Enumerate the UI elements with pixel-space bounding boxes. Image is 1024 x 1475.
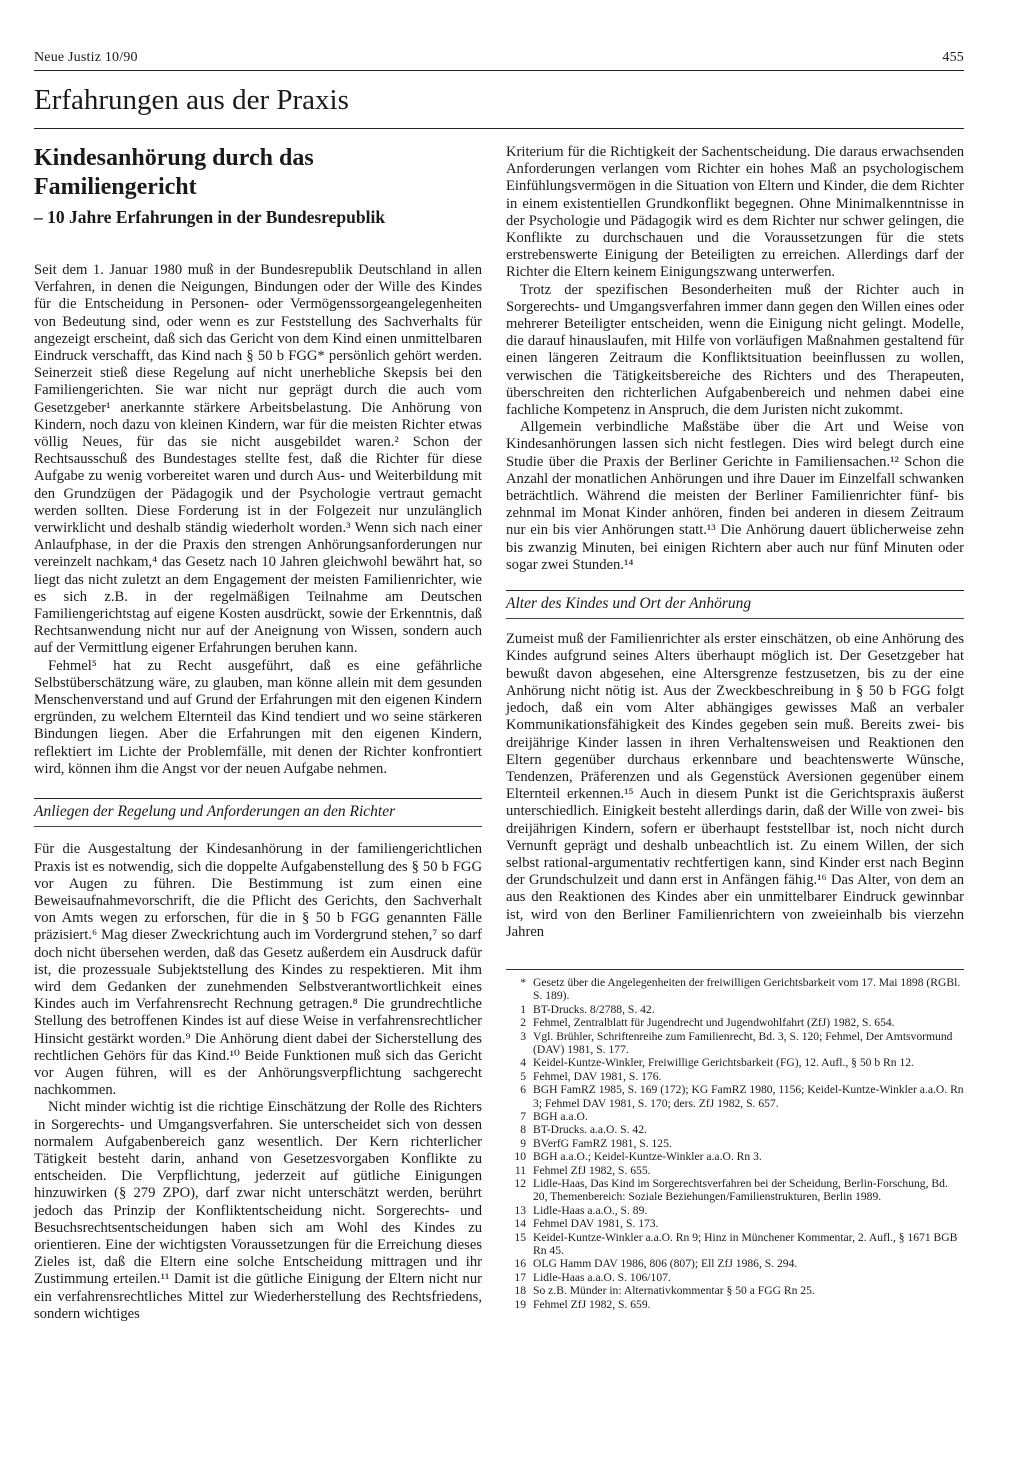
footnotes xyxy=(506,969,964,1311)
running-header xyxy=(34,50,964,70)
paragraph: Nicht minder wichtig ist die richtige Einschätzung der Rolle des Richters in Sorgerechts- und Umgangsverfahren. Sie unterscheidet sich von dessen normalem Aufgabenbereich ganz wesentlich. Der Kern richterlicher Tätigkeit besteht darin, anhand von Gesetzesvorgaben Konflikte zu entscheiden. Die Verpflichtung, jederzeit auf gütliche Einigungen hinzuwirken (§ 279 ZPO), darf zwar nicht unterschätzt werden, berührt jedoch das Prinzip der Konfliktentscheidung nicht. Sorgerechts- und Besuchsrechtsentscheidungen haben sich am Wohl des Kindes zu orientieren. Eine der wichtigsten Voraussetzungen für die Erreichung dieses Zieles ist, daß die Eltern eine solche Entscheidung mittragen und ihr Zustimmung erteilen.¹¹ Damit ist die gütliche Einigung der Eltern nicht nur ein verfahrensrechtliches Mittel zur Wiederherstellung des Rechtsfriedens, sondern wichtiges xyxy=(34,1099,482,1322)
paragraph: Seit dem 1. Januar 1980 muß in der Bundesrepublik Deutschland in allen Verfahren, in denen die Neigungen, Bindungen oder der Wille des Kindes für die Entscheidung in Personen- oder Vermögenssorgeangelegenheiten von Bedeutung sind, oder wenn es zur Feststellung des Sachverhalts für angezeigt erscheint, daß sich das Gericht von dem Kind einen unmittelbaren Eindruck verschafft, das Kind nach § 50 b FGG* persönlich gehört werden. Seinerzeit stieß diese Regelung auf nicht unerhebliche Skepsis bei den Familiengerichten. Sie war nicht nur geprägt durch die auch vom Gesetzgeber¹ anerkannte stärkere Arbeitsbelastung. Die Anhörung von Kindern, noch dazu von kleinen Kindern, war für die meisten Richter etwas völlig Neues, für das sie nicht ausgebildet waren.² Schon der Rechtsausschuß des Bundestages stellte fest, daß die Richter für diese Aufgabe zu wenig vorbereitet waren und durch Aus- und Weiterbildung mit den Grundzügen der Pädagogik und der Psychologie vertraut gemacht werden sollten. Diese Forderung ist in der Folgezeit nur unzulänglich verwirklicht und deshalb ständig wiederholt worden.³ Wenn sich nach einer Anlaufphase, in der die Praxis den strengen Anhörungsanforderungen nur vereinzelt nachkam,⁴ das Gesetz nach 10 Jahren gleichwohl bewährt hat, so liegt das nicht zuletzt an dem Engagement der meisten Familienrichter, wie es sich z.B. in der regelmäßigen Teilnahme am Deutschen Familiengerichtstag auf eigene Kosten ausdrückt, sowie der Erkenntnis, daß Rechtsanwendung nicht nur auf der Aneignung von Wissen, sondern auch auf der Vermittlung eigener Erfahrungen beruhen kann. xyxy=(34,262,482,657)
footnote: 8 BT-Drucks. a.a.O. S. 42. xyxy=(520,1123,647,1137)
footnote: 11 Fehmel ZfJ 1982, S. 655. xyxy=(514,1163,651,1177)
footnote: 3 Vgl. Brühler, Schriftenreihe zum Familienrecht, Bd. 3, S. 120; Fehmel, Der Amtsvormund (DAV) 1981, S. 177. xyxy=(520,1029,953,1056)
footnote: 9 BVerfG FamRZ 1981, S. 125. xyxy=(520,1136,672,1150)
section-rule xyxy=(34,128,964,129)
article-subtitle: – 10 Jahre Erfahrungen in der Bundesrepublik xyxy=(34,207,386,227)
paragraph: Fehmel⁵ hat zu Recht ausgeführt, daß es eine gefährliche Selbstüberschätzung wäre, zu glauben, man könne allein mit dem gesunden Menschenverstand und auf Grund der Erfahrungen mit den eigenen Kindern ergründen, zu welchem Elternteil das Kind tendiert und wo seine stärkeren Bindungen liegen. Aber die Erfahrungen mit den eigenen Kindern, reflektiert im Lichte der Problemfälle, mit denen der Richter konfrontiert wird, können ihm die Angst vor der neuen Aufgabe nehmen. xyxy=(34,657,482,777)
paragraph: Allgemein verbindliche Maßstäbe über die Art und Weise von Kindesanhörungen lassen sich nicht festlegen. Dies wird belegt durch eine Studie über die Praxis der Berliner Gerichte in Familiensachen.¹² Schon die Anzahl der monatlichen Anhörungen und ihre Dauer im Einzelfall schwanken beträchtlich. Während die meisten der Berliner Familienrichter fünf- bis zehnmal im Monat Kinder anhören, finden bei anderen in diesem Zeitraum nur ein bis vier Anhörungen statt.¹³ Die Anhörung dauert üblicherweise zehn bis zwanzig Minuten, bei einigen Richtern aber auch nur fünf Minuten oder sogar zwei Stunden.¹⁴ xyxy=(506,419,964,573)
subheading-anliegen: Anliegen der Regelung und Anforderungen an den Richter xyxy=(34,798,482,827)
footnote: 18 So z.B. Münder in: Alternativkommentar § 50 a FGG Rn 25. xyxy=(514,1284,815,1298)
footnote: 14 Fehmel DAV 1981, S. 173. xyxy=(514,1217,659,1231)
header-rule xyxy=(34,70,964,71)
paragraph: Trotz der spezifischen Besonderheiten muß der Richter auch in Sorgerechts- und Umgangsverfahren immer dann gegen den Willen eines oder mehrerer Beteiligter entscheiden, wenn die Einigung nicht gelingt. Modelle, die darauf hinauslaufen, mit Hilfe von vorläufigen Maßnahmen gestaltend für einen längeren Zeitraum die Konfliktsituation beeinflussen zu wollen, verwischen die Tätigkeitsbereiche des Richters und des Therapeuten, überschreiten den richterlichen Aufgabenbereich und nehmen dabei eine fachliche Kompetenz in Anspruch, die dem Juristen nicht zukommt. xyxy=(506,281,964,419)
footnote: 7 BGH a.a.O. xyxy=(520,1110,588,1123)
journal-issue: Neue Justiz 10/90 xyxy=(34,50,138,65)
page-number: 455 xyxy=(942,50,964,65)
footnote: 15 Keidel-Kuntze-Winkler a.a.O. Rn 9; Hinz in Münchener Kommentar, 2. Aufl., § 1671 BGB Rn 45. xyxy=(514,1230,958,1258)
subheading-alter: Alter des Kindes und Ort der Anhörung xyxy=(506,590,964,619)
section-title: Erfahrungen aus der Praxis xyxy=(34,84,349,116)
footnote: 13 Lidle-Haas a.a.O., S. 89. xyxy=(514,1203,648,1217)
footnote: 1 BT-Drucks. 8/2788, S. 42. xyxy=(520,1002,655,1016)
paragraph: Für die Ausgestaltung der Kindesanhörung in der familiengerichtlichen Praxis ist es notwendig, sich die doppelte Aufgabenstellung des § 50 b FGG vor Augen zu führen. Die Bestimmung ist zum einen eine Beweisaufnahmevorschrift, die die Pflicht des Gerichts, den Sachverhalt von Amts wegen zu erforschen, für die in § 50 b FGG genannten Fälle präzisiert.⁶ Mag dieser Zweckrichtung auch im Vordergrund stehen,⁷ so darf doch nicht übersehen werden, daß das Gesetz außerdem ein Ausdruck dafür ist, die prozessuale Subjektstellung des Kindes zu respektieren. Mit ihm wird dem Gedanken der zunehmenden Selbstverantwortlichkeit eines Kindes auch im Verfahrensrecht Rechnung getragen.⁸ Die grundrechtliche Stellung des betroffenen Kindes ist auf diese Weise in verfahrensrechtlicher Hinsicht gestärkt worden.⁹ Die Anhörung dient dabei der Sicherstellung des rechtlichen Gehörs für das Kind.¹⁰ Beide Funktionen muß sich das Gericht vor Augen führen, will es der Anhörungsverpflichtung sachgerecht nachkommen. xyxy=(34,841,482,1099)
article-title-line-2: Familiengericht xyxy=(34,174,197,200)
footnote: 16 OLG Hamm DAV 1986, 806 (807); Ell ZfJ 1986, S. 294. xyxy=(514,1257,798,1271)
footnote: 17 Lidle-Haas a.a.O. S. 106/107. xyxy=(514,1270,671,1284)
paragraph: Kriterium für die Richtigkeit der Sachentscheidung. Die daraus erwachsenden Anforderungen verlangen vom Richter ein hohes Maß an psychologischem Einfühlungsvermögen in die Situation von Eltern und Kinder, die dem Richter in einem existentiellen Grundkonflikt begegnen. Ohne Minimalkenntnisse in der Psychologie und Pädagogik wird es dem Richter nur schwer gelingen, die Konflikte zu durchschauen und die Voraussetzungen für die stets erstrebenswerte Einigung der Beteiligten zu erreichen. Allerdings darf der Richter die Eltern keinem Einigungszwang unterwerfen. xyxy=(506,144,964,281)
footnote: 12 Lidle-Haas, Das Kind im Sorgerechtsverfahren bei der Scheidung, Berlin-Forschung, Bd. 20, Themenbereich: Soziale Beziehungen/Familienstrukturen, Berlin 1989. xyxy=(514,1177,948,1204)
footnote: 10 BGH a.a.O.; Keidel-Kuntze-Winkler a.a.O. Rn 3. xyxy=(514,1150,762,1164)
footnote: 4 Keidel-Kuntze-Winkler, Freiwillige Gerichtsbarkeit (FG), 12. Aufl., § 50 b Rn 12. xyxy=(520,1056,914,1070)
left-column xyxy=(34,144,482,1323)
footnote: 6 BGH FamRZ 1985, S. 169 (172); KG FamRZ 1980, 1156; Keidel-Kuntze-Winkler a.a.O. Rn 3; Fehmel DAV 1981, S. 170; ders. ZfJ 1982, S. 657. xyxy=(520,1083,964,1110)
article-title xyxy=(34,144,482,202)
footnote: 2 Fehmel, Zentralblatt für Jugendrecht und Jugendwohlfahrt (ZfJ) 1982, S. 654. xyxy=(520,1016,895,1030)
footnote: 19 Fehmel ZfJ 1982, S. 659. xyxy=(514,1297,651,1311)
footnote: * Gesetz über die Angelegenheiten der freiwilligen Gerichtsbarkeit vom 17. Mai 1898 (RGBl. S. 189). xyxy=(520,975,961,1003)
footnote: 5 Fehmel, DAV 1981, S. 176. xyxy=(520,1069,662,1083)
right-column xyxy=(506,144,964,1311)
article-title-line-1: Kindesanhörung durch das xyxy=(34,145,314,171)
paragraph: Zumeist muß der Familienrichter als erster einschätzen, ob eine Anhörung des Kindes aufgrund seines Alters überhaupt möglich ist. Der Gesetzgeber hat bewußt davon abgesehen, eine Altersgrenze festzusetzen, bis zu der eine Anhörung nicht nötig ist. Aus der Zweckbeschreibung in § 50 b FGG folgt jedoch, daß ein vom Alter abhängiges gewisses Maß an verbaler Kommunikationsfähigkeit des Kindes gegeben sein muß. Bereits zwei- bis dreijährige Kinder lassen in ihren Verhaltensweisen und Reaktionen den Eltern gegenüber durchaus erkennbare und beachtenswerte Wünsche, Tendenzen, Präferenzen und als Gegenstück Aversionen gegenüber einem Elternteil erkennen.¹⁵ Auch in diesem Punkt ist die Gerichtspraxis äußerst unterschiedlich. Einigkeit besteht allerdings darin, daß der Wille von zwei- bis dreijährigen Kindern, sofern er überhaupt feststellbar ist, noch nicht durch Vernunft geprägt und deshalb unbeachtlich ist. Zu einem Willen, der sich selbst rational-argumentativ rechtfertigen kann, sind Kinder erst nach Beginn der Grundschulzeit und dann erst in Anfängen fähig.¹⁶ Das Alter, von dem an aus den Reaktionen des Kindes aber ein unmittelbarer Eindruck gewinnbar ist, wird von den Berliner Familienrichtern von zweieinhalb bis vierzehn Jahren xyxy=(506,631,964,940)
